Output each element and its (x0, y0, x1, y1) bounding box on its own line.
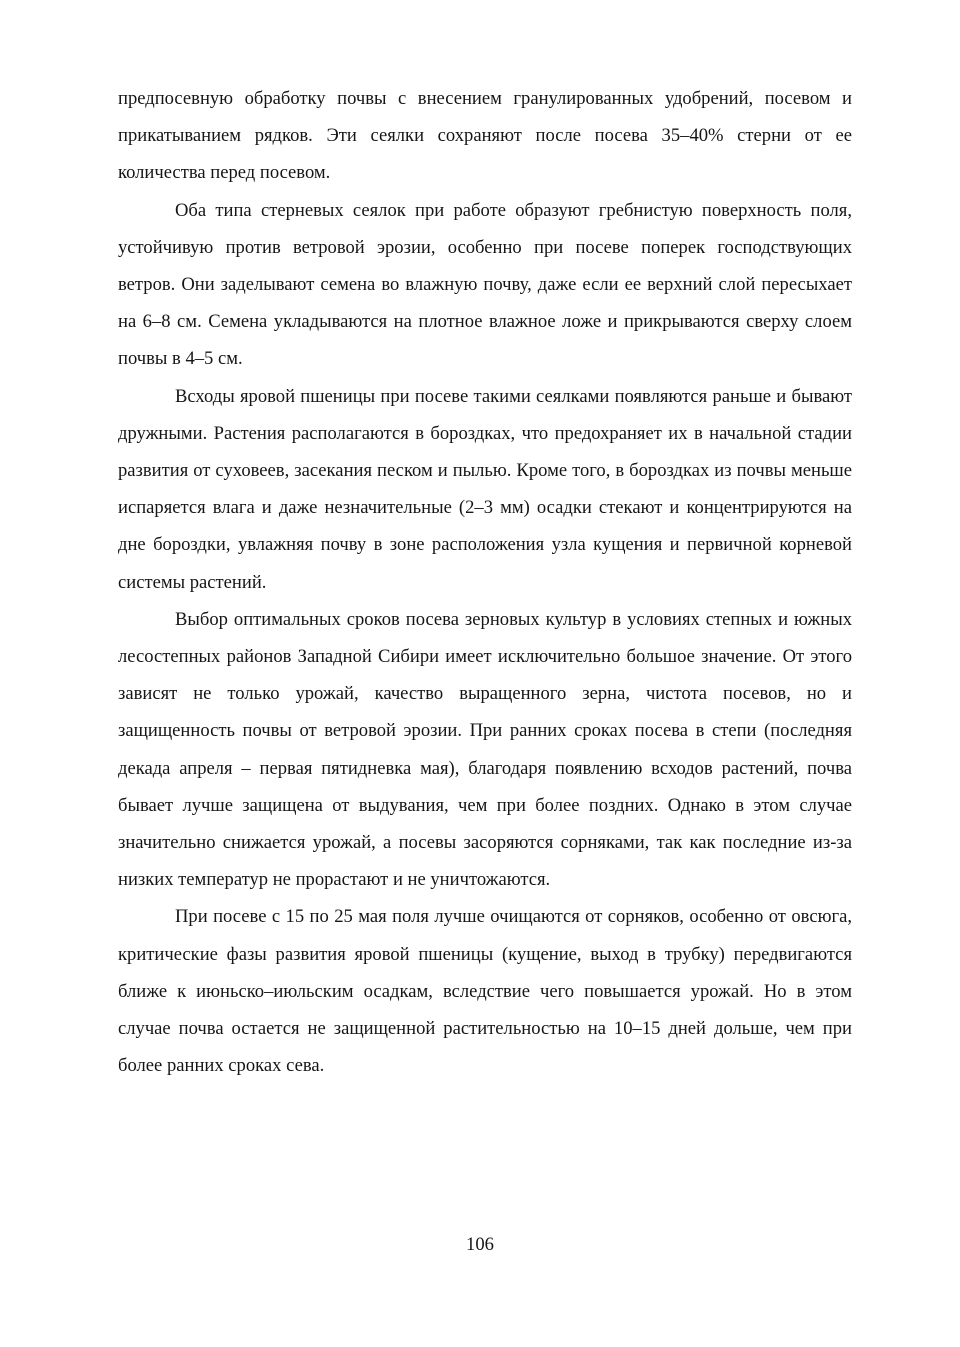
paragraph-4: Выбор оптимальных сроков посева зерновых культур в условиях степных и южных лесостепных районов Западной Сибири имеет исключительно большое значение. От этого зависят не только урожай, качество выращенного зерна, чистота посевов, но и защищенность почвы от ветровой эрозии. При ранних сроках посева в степи (последняя декада апреля – первая пятидневка мая), благодаря появлению всходов растений, почва бывает лучше защищена от выдувания, чем при более поздних. Однако в этом случае значительно снижается урожай, а посевы засоряются сорняками, так как последние из-за низких температур не прорастают и не уничтожаются. (118, 608, 852, 891)
paragraph-5: При посеве с 15 по 25 мая поля лучше очищаются от сорняков, особенно от овсюга, критические фазы развития яровой пшеницы (кущение, выход в трубку) передвигаются ближе к июньско–июльским осадкам, вследствие чего повышается урожай. Но в этом случае почва остается не защищенной растительностью на 10–15 дней дольше, чем при более ранних сроках сева. (118, 906, 852, 1077)
paragraph-3: Всходы яровой пшеницы при посеве такими сеялками появляются раньше и бывают дружными. Растения располагаются в бороздках, что предохраняет их в начальной стадии развития от суховеев, засекания песком и пылью. Кроме того, в бороздках из почвы меньше испаряется влага и даже незначительные (2–3 мм) осадки стекают и концентрируются на дне бороздки, увлажняя почву в зоне расположения узла кущения и первичной корневой системы растений. (118, 385, 852, 593)
page-body (118, 80, 852, 1084)
page-number: 106 (466, 1234, 494, 1255)
paragraph-1: предпосевную обработку почвы с внесением гранулированных удобрений, посевом и прикатыванием рядков. Эти сеялки сохраняют после посева 35–40% стерни от ее количества перед посевом. (118, 88, 852, 184)
paragraph-2: Оба типа стерневых сеялок при работе образуют гребнистую поверхность поля, устойчивую против ветровой эрозии, особенно при посеве поперек господствующих ветров. Они заделывают семена во влажную почву, даже если ее верхний слой пересыхает на 6–8 см. Семена укладываются на плотное влажное ложе и прикрываются сверху слоем почвы в 4–5 см. (118, 199, 852, 370)
